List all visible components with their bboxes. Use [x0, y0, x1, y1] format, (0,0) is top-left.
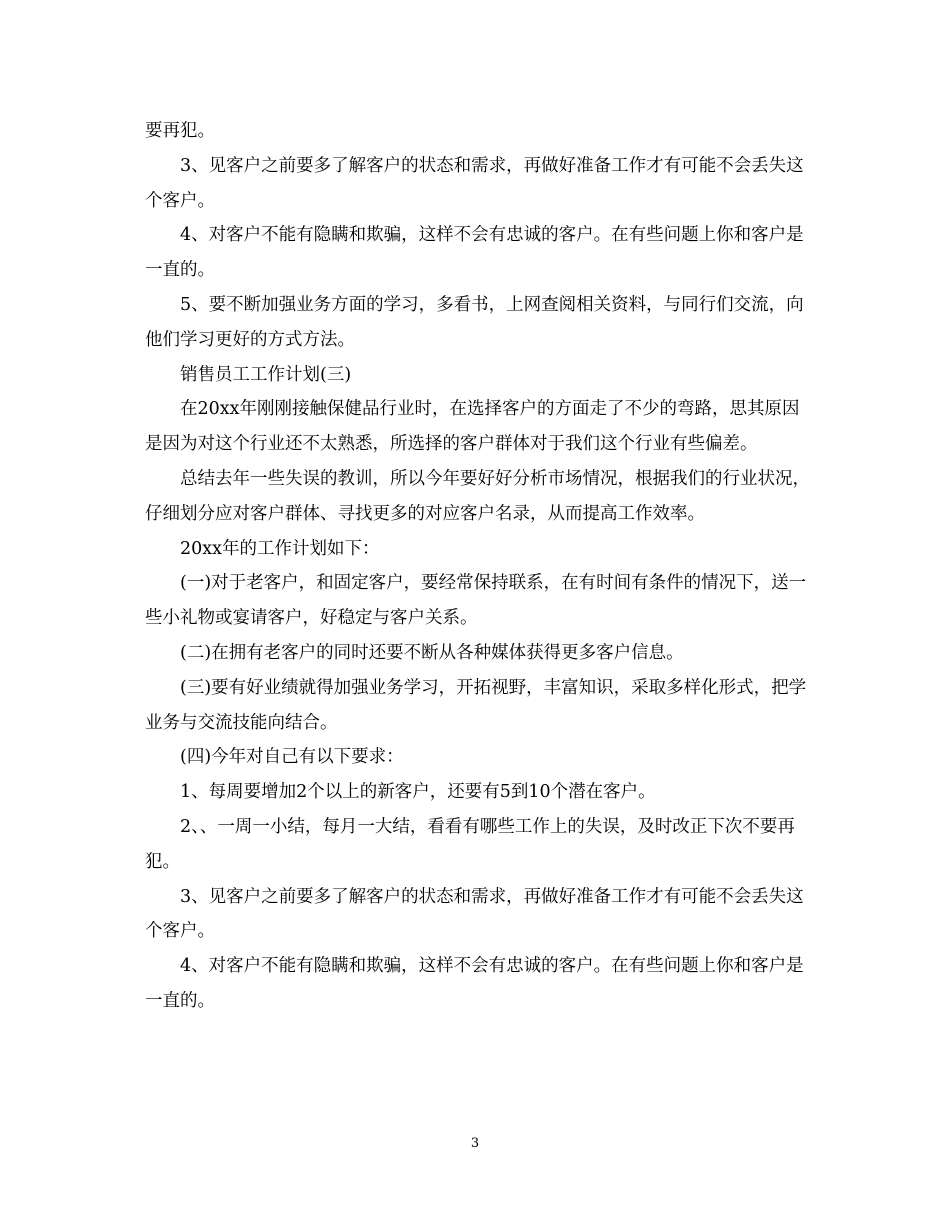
paragraph-continuation: 要再犯。 [145, 121, 215, 141]
plan-item-4: (四)今年对自己有以下要求： [180, 747, 404, 768]
requirement-item-3: 3、见客户之前要多了解客户的状态和需求，再做好准备工作才有可能不会丢失这个客户。 [145, 886, 804, 942]
page-number: 3 [470, 1136, 480, 1151]
plan-item-2: (二)在拥有老客户的同时还要不断从各种媒体获得更多客户信息。 [180, 642, 684, 663]
plan-item-3: (三)要有好业绩就得加强业务学习，开拓视野，丰富知识，采取多样化形式，把学业务与交流技能向结合。 [145, 677, 807, 733]
paragraph-intro: 在20xx年刚刚接触保健品行业时，在选择客户的方面走了不少的弯路，思其原因是因为对这个行业还不太熟悉，所选择的客户群体对于我们这个行业有些偏差。 [145, 399, 800, 455]
document-body [145, 114, 810, 1019]
plan-item-1: (一)对于老客户，和固定客户，要经常保持联系，在有时间有条件的情况下，送一些小礼物或宴请客户，好稳定与客户关系。 [145, 573, 807, 629]
requirement-item-2: 2、、一周一小结，每月一大结，看看有哪些工作上的失误，及时改正下次不要再犯。 [145, 816, 795, 872]
plan-heading: 20xx年的工作计划如下： [180, 538, 380, 559]
requirement-item-4: 4、对客户不能有隐瞒和欺骗，这样不会有忠诚的客户。在有些问题上你和客户是一直的。 [145, 956, 804, 1011]
paragraph-item-4: 4、对客户不能有隐瞒和欺骗，这样不会有忠诚的客户。在有些问题上你和客户是一直的。 [145, 225, 804, 281]
requirement-item-1: 1、每周要增加2个以上的新客户，还要有5到10个潜在客户。 [180, 782, 656, 803]
paragraph-item-3: 3、见客户之前要多了解客户的状态和需求，再做好准备工作才有可能不会丢失这个客户。 [145, 155, 804, 211]
paragraph-summary: 总结去年一些失误的教训，所以今年要好好分析市场情况，根据我们的行业状况，仔细划分应对客户群体、寻找更多的对应客户名录，从而提高工作效率。 [145, 468, 810, 524]
paragraph-item-5: 5、要不断加强业务方面的学习，多看书，上网查阅相关资料，与同行们交流，向他们学习更好的方式方法。 [145, 294, 804, 350]
section-heading: 销售员工工作计划(三) [180, 364, 352, 385]
